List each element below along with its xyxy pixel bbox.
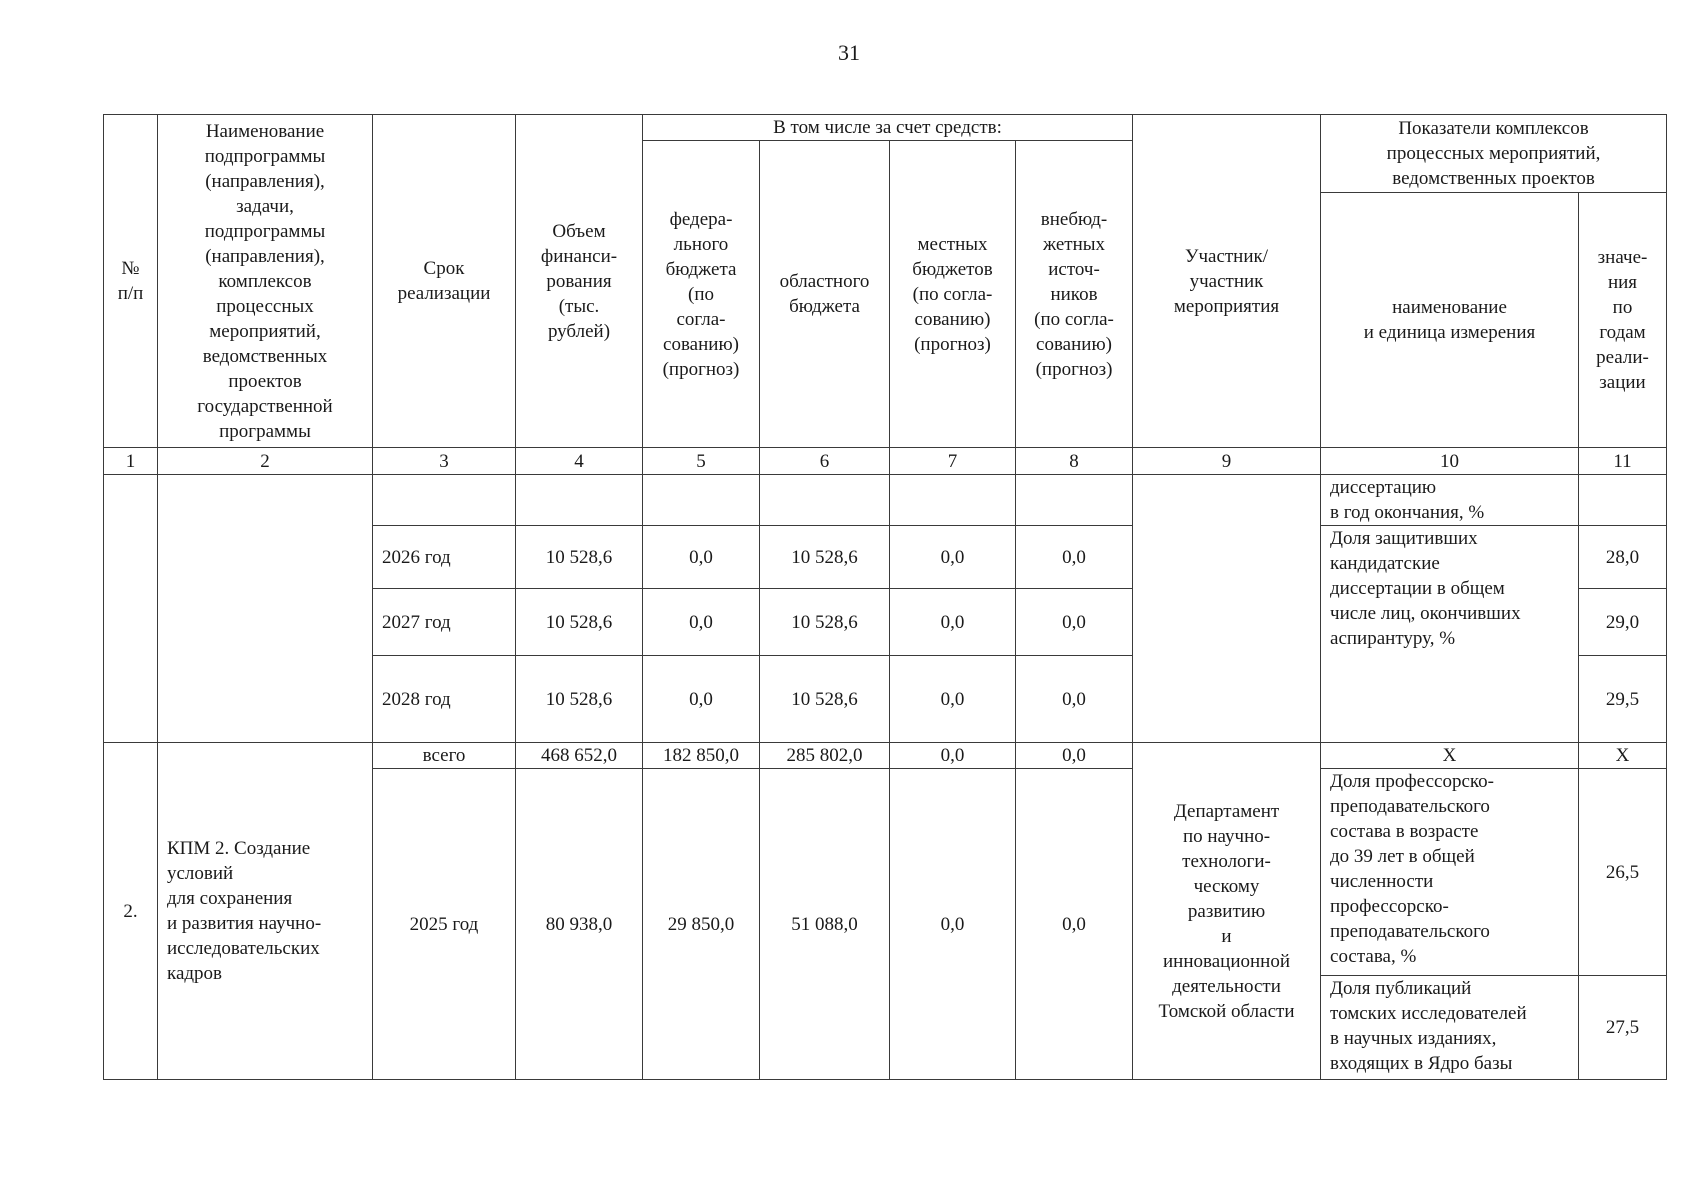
indicator-value-cell: 27,5 — [1579, 976, 1667, 1080]
name-cell-empty — [158, 475, 373, 743]
column-number: 2 — [158, 448, 373, 475]
column-number: 10 — [1321, 448, 1579, 475]
column-number: 4 — [516, 448, 643, 475]
program-table — [103, 114, 1667, 1080]
indicator-value-cell: 29,0 — [1579, 589, 1667, 656]
header-name: Наименование подпрограммы (направления), задачи, подпрограммы (направления), комплексов процессных мероприятий, ведомственных проектов государственной программы — [158, 115, 373, 448]
empty-cell — [1016, 475, 1133, 526]
page-number: 31 — [838, 40, 860, 65]
year-cell: всего — [373, 743, 516, 769]
header-funding-volume: Объем финанси- рования (тыс. рублей) — [516, 115, 643, 448]
extra-cell: 0,0 — [1016, 526, 1133, 589]
empty-cell — [643, 475, 760, 526]
header-regional-budget: областного бюджета — [760, 141, 890, 448]
local-cell: 0,0 — [890, 769, 1016, 1080]
header-number: № п/п — [104, 115, 158, 448]
local-cell: 0,0 — [890, 526, 1016, 589]
regional-cell: 10 528,6 — [760, 526, 890, 589]
header-funding-group: В том числе за счет средств: — [643, 115, 1133, 141]
extra-cell: 0,0 — [1016, 589, 1133, 656]
year-cell: 2026 год — [373, 526, 516, 589]
year-cell: 2028 год — [373, 656, 516, 743]
year-cell: 2025 год — [373, 769, 516, 1080]
table-row — [104, 475, 1667, 526]
total-cell: 10 528,6 — [516, 526, 643, 589]
total-cell: 10 528,6 — [516, 589, 643, 656]
indicator-name-cell: Доля защитивших кандидатские диссертации в общем числе лиц, окончивших аспирантуру, % — [1321, 526, 1579, 743]
regional-cell: 51 088,0 — [760, 769, 890, 1080]
column-numbers-row — [104, 448, 1667, 475]
row-number-cell: 2. — [104, 743, 158, 1080]
program-name-cell: КПМ 2. Создание условий для сохранения и развития научно- исследовательских кадров — [158, 743, 373, 1080]
header-period: Срок реализации — [373, 115, 516, 448]
empty-cell — [890, 475, 1016, 526]
indicator-value-cell: X — [1579, 743, 1667, 769]
indicator-continuation: диссертацию в год окончания, % — [1321, 475, 1579, 526]
header-indicator-name: наименование и единица измерения — [1321, 193, 1579, 448]
header-federal-budget: федера- льного бюджета (по согла- сованию) (прогноз) — [643, 141, 760, 448]
header-indicators-group: Показатели комплексов процессных мероприятий, ведомственных проектов — [1321, 115, 1667, 193]
column-number: 8 — [1016, 448, 1133, 475]
regional-cell: 285 802,0 — [760, 743, 890, 769]
column-number: 6 — [760, 448, 890, 475]
header-extrabudgetary: внебюд- жетных источ- ников (по согла- сованию) (прогноз) — [1016, 141, 1133, 448]
federal-cell: 29 850,0 — [643, 769, 760, 1080]
federal-cell: 182 850,0 — [643, 743, 760, 769]
header-participant: Участник/ участник мероприятия — [1133, 115, 1321, 448]
year-cell: 2027 год — [373, 589, 516, 656]
column-number: 11 — [1579, 448, 1667, 475]
indicator-name-cell: Доля профессорско- преподавательского состава в возрасте до 39 лет в общей численности профессорско- преподавательского состава, % — [1321, 769, 1579, 976]
federal-cell: 0,0 — [643, 589, 760, 656]
participant-cell: Департамент по научно- технологи- ческому развитию и инновационной деятельности Томской области — [1133, 743, 1321, 1080]
header-indicator-values: значе- ния по годам реали- зации — [1579, 193, 1667, 448]
local-cell: 0,0 — [890, 743, 1016, 769]
column-number: 7 — [890, 448, 1016, 475]
federal-cell: 0,0 — [643, 526, 760, 589]
total-cell: 80 938,0 — [516, 769, 643, 1080]
empty-cell — [516, 475, 643, 526]
total-cell: 10 528,6 — [516, 656, 643, 743]
indicator-value-cell: 28,0 — [1579, 526, 1667, 589]
column-number: 1 — [104, 448, 158, 475]
column-number: 5 — [643, 448, 760, 475]
table-row — [104, 743, 1667, 769]
indicator-value-cell: 29,5 — [1579, 656, 1667, 743]
indicator-name-cell: X — [1321, 743, 1579, 769]
empty-cell — [1579, 475, 1667, 526]
local-cell: 0,0 — [890, 589, 1016, 656]
extra-cell: 0,0 — [1016, 656, 1133, 743]
empty-cell — [760, 475, 890, 526]
indicator-name-cell: Доля публикаций томских исследователей в научных изданиях, входящих в Ядро базы — [1321, 976, 1579, 1080]
column-number: 3 — [373, 448, 516, 475]
number-cell-empty — [104, 475, 158, 743]
participant-cell-empty — [1133, 475, 1321, 743]
column-number: 9 — [1133, 448, 1321, 475]
indicator-value-cell: 26,5 — [1579, 769, 1667, 976]
local-cell: 0,0 — [890, 656, 1016, 743]
total-cell: 468 652,0 — [516, 743, 643, 769]
empty-cell — [373, 475, 516, 526]
federal-cell: 0,0 — [643, 656, 760, 743]
regional-cell: 10 528,6 — [760, 589, 890, 656]
extra-cell: 0,0 — [1016, 769, 1133, 1080]
regional-cell: 10 528,6 — [760, 656, 890, 743]
header-local-budgets: местных бюджетов (по согла- сованию) (прогноз) — [890, 141, 1016, 448]
extra-cell: 0,0 — [1016, 743, 1133, 769]
